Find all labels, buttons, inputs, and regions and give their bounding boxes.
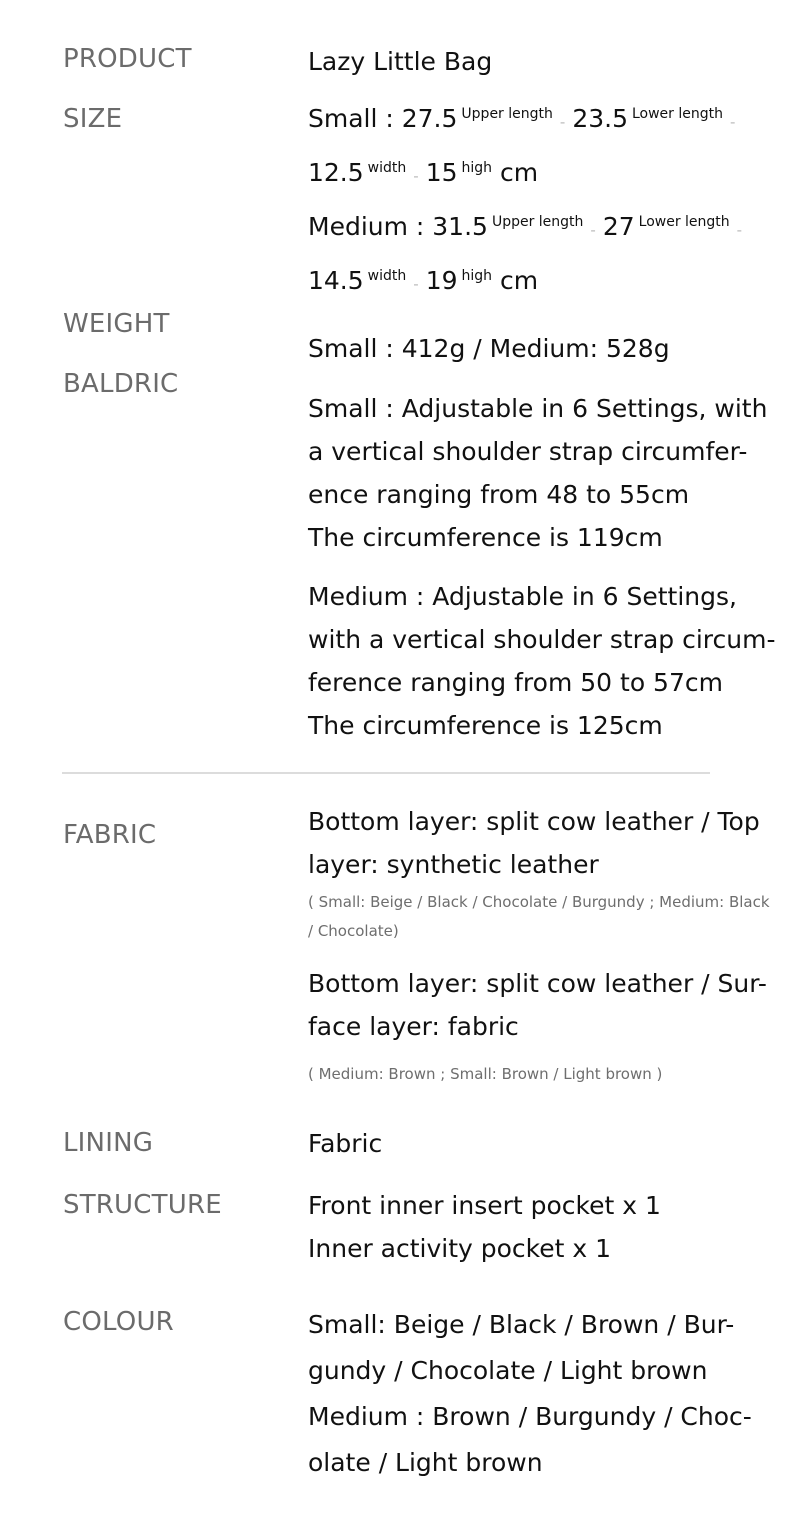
label-fabric: FABRIC <box>63 820 157 850</box>
label-baldric: BALDRIC <box>63 369 179 399</box>
label-product: PRODUCT <box>63 44 192 74</box>
size-medium-line-1: Medium : 31.5 $^{Upper length}$ - 27 $^{Lower length}$ - <box>308 212 743 241</box>
label-size: SIZE <box>63 104 123 134</box>
list-item: Inner activity pocket x 1 <box>308 1234 612 1263</box>
label-structure: STRUCTURE <box>63 1190 222 1220</box>
lining-value: Fabric <box>308 1129 383 1158</box>
label-colour: COLOUR <box>63 1307 174 1337</box>
section-divider <box>62 772 710 774</box>
size-small-line-1: Small : 27.5 $^{Upper length}$ - 23.5 $^{Lower length}$ - <box>308 104 736 133</box>
fabric-second: Bottom layer: split cow leather / Sur- face layer: fabric <box>308 969 767 1041</box>
label-weight: WEIGHT <box>63 309 170 339</box>
size-small-line-2: 12.5 $^{width}$ - 15 $^{high}$ cm <box>308 158 539 187</box>
structure-list <box>308 1184 661 1270</box>
list-item: Front inner insert pocket x 1 <box>308 1191 661 1220</box>
baldric-medium: Medium : Adjustable in 6 Settings, with a vertical shoulder strap circum- ference ranging from 50 to 57cm The circumference is 125cm <box>308 582 776 740</box>
colour-list: Small: Beige / Black / Brown / Bur- gundy / Chocolate / Light brown Medium : Brown / Burgundy / Choc- olate / Light brown <box>308 1310 752 1477</box>
size-medium-line-2: 14.5 $^{width}$ - 19 $^{high}$ cm <box>308 266 539 295</box>
fabric-second-note: ( Medium: Brown ; Small: Brown / Light brown ) <box>308 1065 663 1083</box>
fabric-first-note: ( Small: Beige / Black / Chocolate / Burgundy ; Medium: Black / Chocolate) <box>308 893 770 940</box>
weight-value: Small : 412g / Medium: 528g <box>308 334 670 363</box>
fabric-first: Bottom layer: split cow leather / Top layer: synthetic leather <box>308 807 760 879</box>
label-lining: LINING <box>63 1128 154 1158</box>
baldric-small: Small : Adjustable in 6 Settings, with a vertical shoulder strap circumfer- ence ranging from 48 to 55cm The circumference is 119cm <box>308 394 768 552</box>
product-name: Lazy Little Bag <box>308 47 493 76</box>
